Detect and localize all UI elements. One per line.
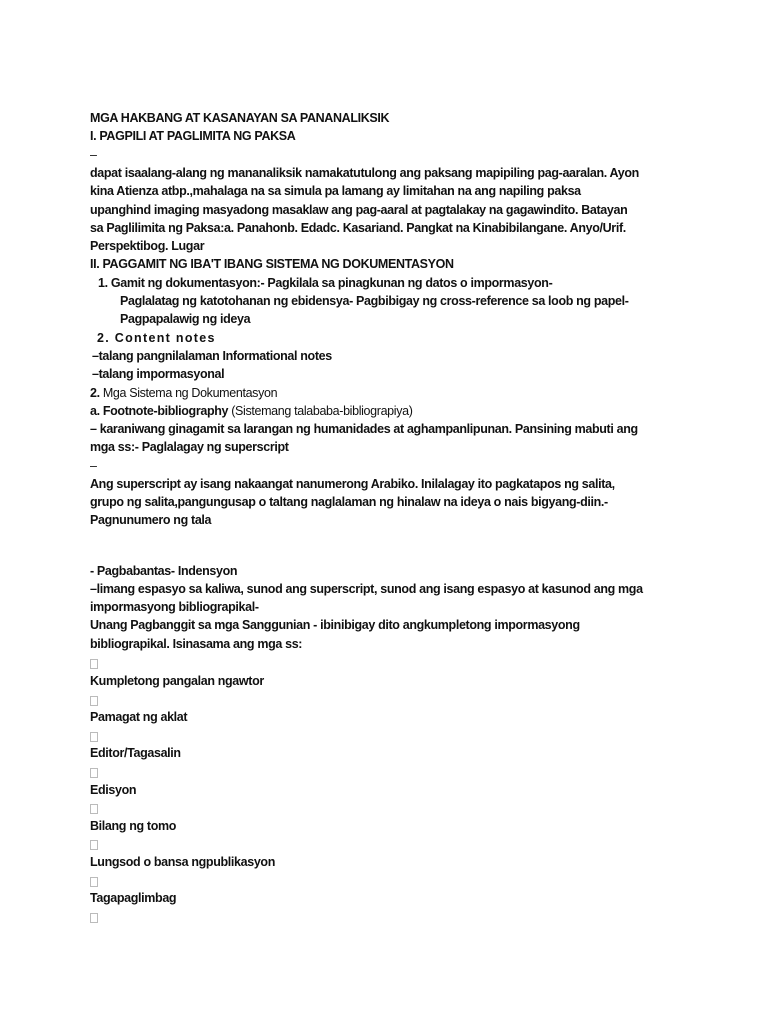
list-item: Kumpletong pangalan ngawtor	[90, 674, 264, 688]
list-item: Bilang ng tomo	[90, 819, 177, 833]
paragraph-4-line: Unang Pagbanggit sa mga Sanggunian - ibinibigay dito angkumpletong impormasyong	[90, 618, 580, 632]
paragraph-1-line: sa Paglilimita ng Paksa:a. Panahonb. Edadc. Kasariand. Pangkat na Kinabibilangane. Anyo/Urif.	[90, 221, 626, 235]
list-item: Editor/Tagasalin	[90, 746, 181, 760]
systems-heading-number: 2.	[90, 386, 100, 400]
document-title: MGA HAKBANG AT KASANAYAN SA PANANALIKSIK	[90, 111, 390, 125]
bullet-box-icon	[90, 913, 98, 923]
paragraph-3-line: Ang superscript ay isang nakaangat nanumerong Arabiko. Inilalagay ito pagkatapos ng salita,	[90, 477, 615, 491]
bullet-box-icon	[90, 659, 98, 669]
paragraph-1-line: dapat isaalang-alang ng mananaliksik namakatutulong ang paksang mapipiling pag-aaralan. Ayon	[90, 166, 639, 180]
footnote-bibliography-heading	[90, 403, 413, 419]
footnote-bibliography-subtitle: (Sistemang talababa-bibliograpiya)	[228, 404, 413, 418]
notes-line: –talang pangnilalaman Informational notes	[92, 349, 332, 363]
paragraph-4-line: impormasyong bibliograpikal-	[90, 600, 259, 614]
item-2-heading: 2. Content notes	[97, 331, 216, 345]
list-item: Edisyon	[90, 783, 137, 797]
paragraph-4-line: - Pagbabantas- Indensyon	[90, 564, 238, 578]
list-item: Pamagat ng aklat	[90, 710, 188, 724]
paragraph-2-line: mga ss:- Paglalagay ng superscript	[90, 440, 289, 454]
paragraph-1-line: kina Atienza atbp.,mahalaga na sa simula pa lamang ay limitahan na ang napiling paksa	[90, 184, 581, 198]
item-1-line: 1. Gamit ng dokumentasyon:- Pagkilala sa pinagkunan ng datos o impormasyon-	[98, 276, 553, 290]
bullet-box-icon	[90, 696, 98, 706]
dash: –	[90, 148, 97, 162]
paragraph-1-line: upanghind imaging masyadong masaklaw ang pag-aaral at pagtalakay na gagawindito. Batayan	[90, 203, 628, 217]
paragraph-2-line: – karaniwang ginagamit sa larangan ng humanidades at aghampanlipunan. Pansining mabuti ang	[90, 422, 638, 436]
bullet-box-icon	[90, 804, 98, 814]
bullet-box-icon	[90, 840, 98, 850]
notes-line: –talang impormasyonal	[92, 367, 225, 381]
bullet-box-icon	[90, 732, 98, 742]
paragraph-4-line: –limang espasyo sa kaliwa, sunod ang superscript, sunod ang isang espasyo at kasunod ang mga	[90, 582, 643, 596]
paragraph-1-line: Perspektibog. Lugar	[90, 239, 205, 253]
bullet-box-icon	[90, 768, 98, 778]
paragraph-4-line: bibliograpikal. Isinasama ang mga ss:	[90, 637, 303, 651]
paragraph-3-line: grupo ng salita,pangungusap o taltang naglalaman ng hinalaw na ideya o nais bigyang-diin.-	[90, 495, 608, 509]
list-item: Tagapaglimbag	[90, 891, 177, 905]
paragraph-3-line: Pagnunumero ng tala	[90, 513, 212, 527]
dash: –	[90, 459, 97, 473]
section-2-heading: II. PAGGAMIT NG IBA'T IBANG SISTEMA NG DOKUMENTASYON	[90, 257, 454, 271]
item-1-line: Paglalatag ng katotohanan ng ebidensya- Pagbibigay ng cross-reference sa loob ng papel-	[120, 294, 629, 308]
systems-heading-text: Mga Sistema ng Dokumentasyon	[99, 386, 278, 400]
bullet-box-icon	[90, 877, 98, 887]
list-item: Lungsod o bansa ngpublikasyon	[90, 855, 275, 869]
section-1-heading: I. PAGPILI AT PAGLIMITA NG PAKSA	[90, 129, 296, 143]
item-1-line: Pagpapalawig ng ideya	[120, 312, 251, 326]
footnote-bibliography-label: a. Footnote-bibliography	[90, 404, 229, 418]
systems-heading	[90, 385, 277, 401]
